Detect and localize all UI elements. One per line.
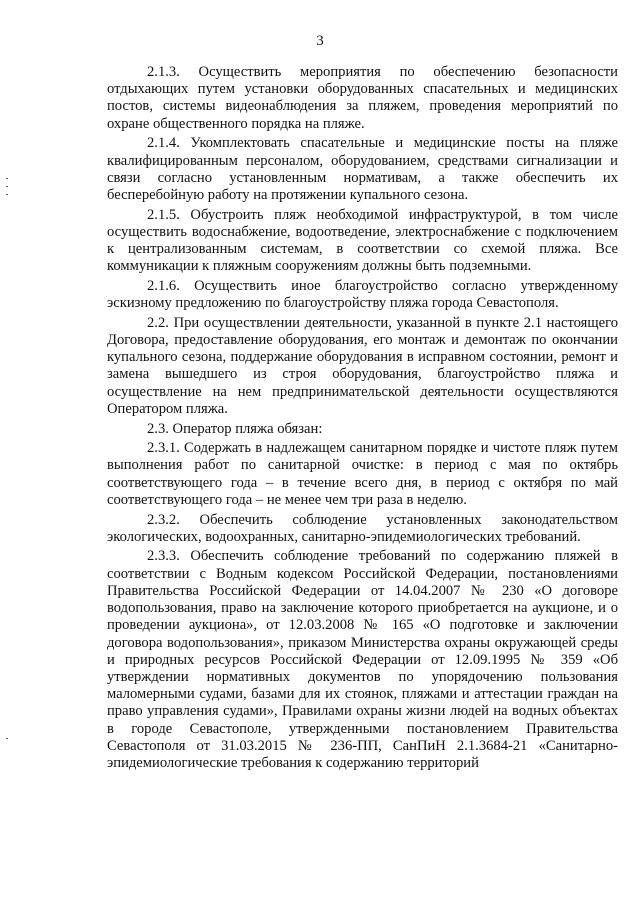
paragraph-2-2: 2.2. При осуществлении деятельности, указанной в пункте 2.1 настоящего Договора, предоставление оборудования, его монтаж и демонтаж по окончании купального сезона, поддержание оборудования в исправном состоянии, ремонт и замена вышедшего из строя оборудования, благоустройство пляжа и осуществление на нем предпринимательской деятельности осуществляются Оператором пляжа. (107, 314, 618, 417)
paragraph-2-1-6: 2.1.6. Осуществить иное благоустройство согласно утвержденному эскизному предложению по благоустройству пляжа города Севастополя. (107, 277, 618, 312)
paragraph-2-1-3: 2.1.3. Осуществить мероприятия по обеспечению безопасности отдыхающих путем установки оборудованных спасательных и медицинских постов, системы видеонаблюдения за пляжем, проведения мероприятий по охране общественного порядка на пляже. (107, 64, 618, 132)
page-number: 3 (316, 33, 324, 49)
document-body (107, 64, 618, 775)
paragraph-2-1-4: 2.1.4. Укомплектовать спасательные и медицинские посты на пляже квалифицированным персоналом, оборудованием, средствами сигнализации и связи согласно установленным нормативам, а также обеспечить их бесперебойную работу на протяжении купального сезона. (107, 135, 618, 203)
margin-mark (6, 178, 8, 179)
paragraph-2-3: 2.3. Оператор пляжа обязан: (147, 420, 323, 437)
paragraph-2-3-1: 2.3.1. Содержать в надлежащем санитарном порядке и чистоте пляж путем выполнения работ по санитарной очистке: в период с мая по октябрь соответствующего года – в течение всего дня, в период с октября по май соответствующего года – не менее чем три раза в неделю. (107, 440, 618, 508)
margin-mark (6, 738, 8, 739)
paragraph-2-3-3: 2.3.3. Обеспечить соблюдение требований по содержанию пляжей в соответствии с Водным кодексом Российской Федерации, постановлениями Правительства Российской Федерации от 14.04.2007 № 230 «О договоре водопользования, право на заключение которого приобретается на аукционе, и о проведении аукциона», от 12.03.2008 № 165 «О подготовке и заключении договора водопользования», приказом Министерства охраны окружающей среды и природных ресурсов Российской Федерации от 12.09.1995 № 359 «Об утверждении нормативных документов по упорядочению пользования маломерными судами, базами для их стоянок, пляжами и аттестации граждан на право управления судами», Правилами охраны жизни людей на водных объектах в городе Севастополе, утвержденными постановлением Правительства Севастополя от 31.03.2015 № 236-ПП, СанПиН 2.1.3684-21 «Санитарно-эпидемиологические требования к содержанию территорий (107, 548, 618, 771)
paragraph-2-1-5: 2.1.5. Обустроить пляж необходимой инфраструктурой, в том числе осуществить водоснабжение, водоотведение, электроснабжение с подключением к централизованным системам, в соответствии со схемой пляжа. Все коммуникации к пляжным сооружениям должны быть подземными. (107, 206, 618, 275)
paragraph-2-3-2: 2.3.2. Обеспечить соблюдение установленных законодательством экологических, водоохранных, санитарно-эпидемиологических требований. (107, 511, 618, 545)
margin-mark (6, 194, 8, 195)
margin-mark (6, 186, 8, 187)
